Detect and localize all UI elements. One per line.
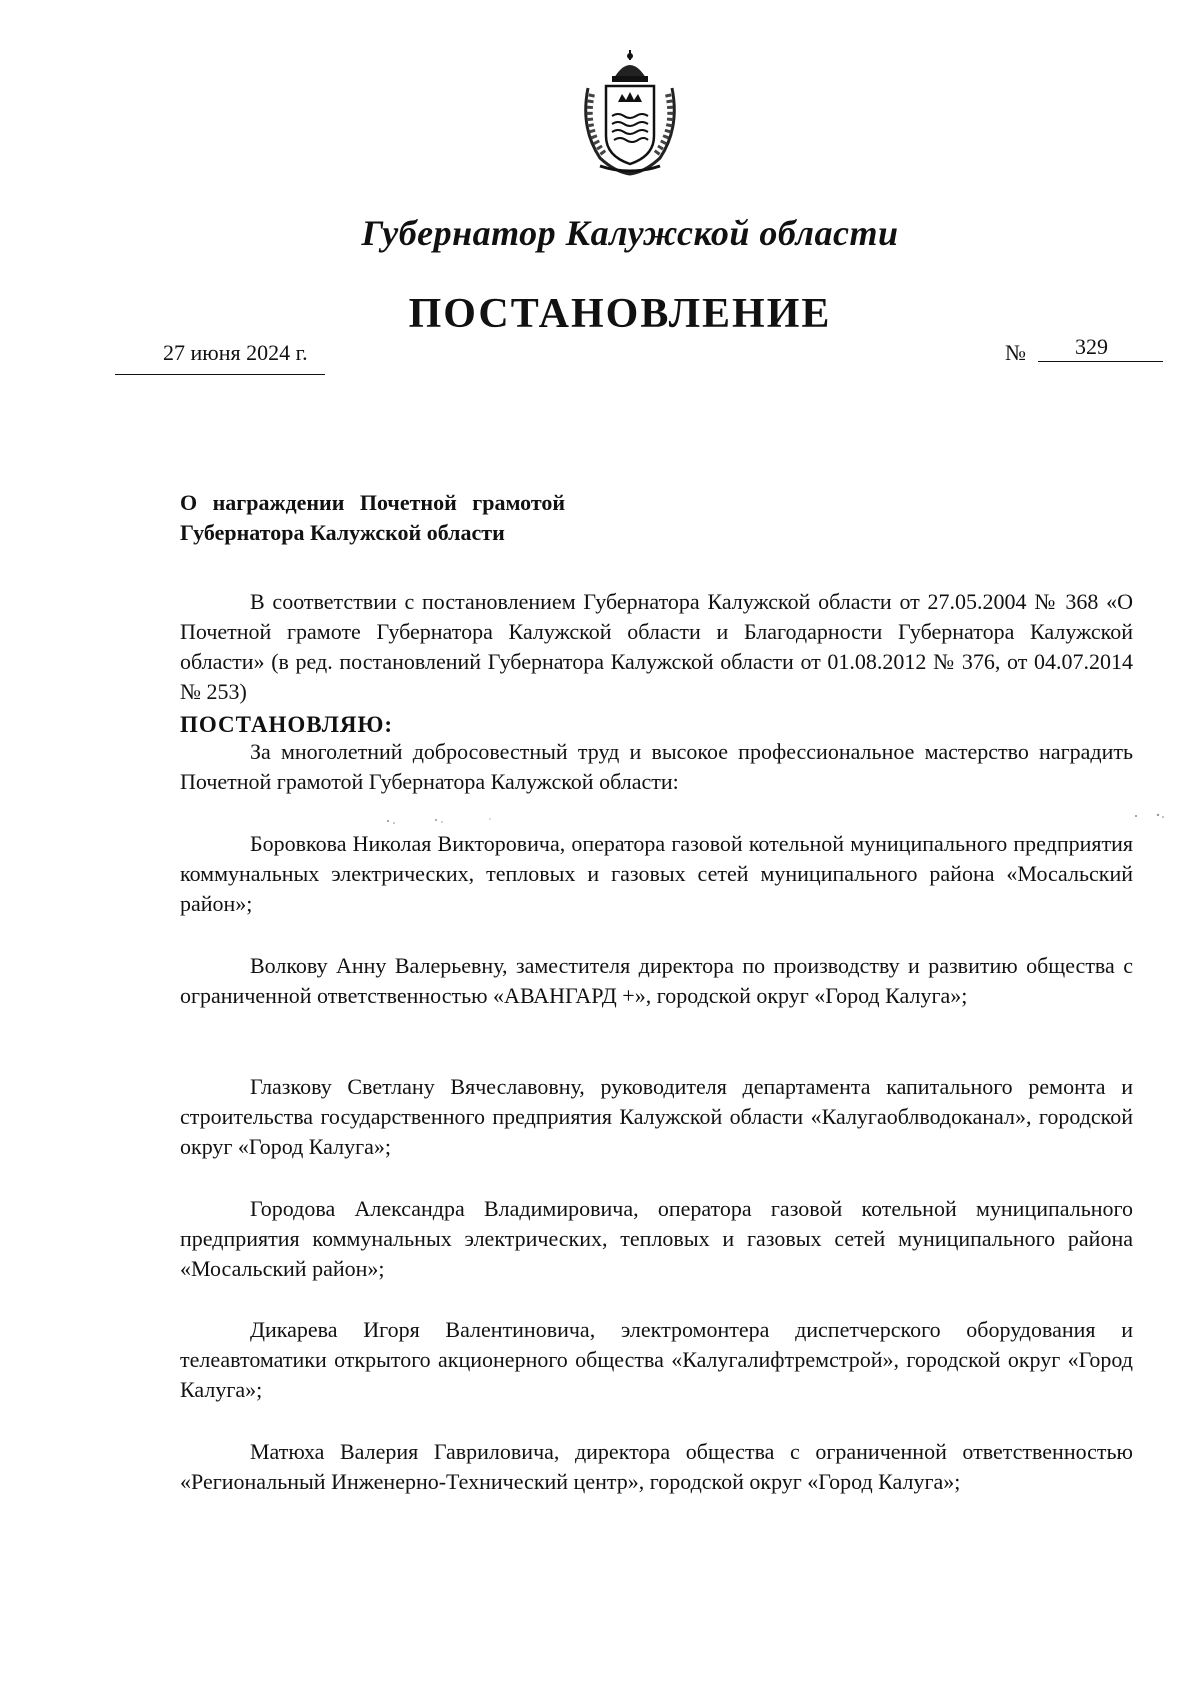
awardee-entry: Матюха Валерия Гавриловича, директора общества с ограниченной ответственностью «Региональный Инженерно-Технический центр», городской округ «Город Калуга»;	[180, 1439, 1133, 1494]
awardee-entry: Дикарева Игоря Валентиновича, электромонтера диспетчерского оборудования и телеавтоматики открытого акционерного общества «Калугалифтремстрой», городской округ «Город Калуга»;	[180, 1317, 1133, 1402]
decree-word: ПОСТАНОВЛЯЮ:	[180, 712, 394, 737]
scan-noise	[380, 816, 500, 828]
awardee-entry: Волкову Анну Валерьевну, заместителя директора по производству и развитию общества с ограниченной ответственностью «АВАНГАРД +», городской округ «Город Калуга»;	[180, 953, 1133, 1008]
issuer-title: Губернатор Калужской области	[361, 213, 899, 253]
awardee-entry: Боровкова Николая Викторовича, оператора газовой котельной муниципального предприятия коммунальных электрических, тепловых и газовых сетей муниципального района «Мосальский район»;	[180, 831, 1133, 916]
subject-line-1: О награждении Почетной грамотой	[180, 490, 566, 515]
number-underline	[1038, 361, 1163, 362]
awardee-entry: Городова Александра Владимировича, оператора газовой котельной муниципального предприятия коммунальных электрических, тепловых и газовых сетей муниципального района «Мосальский район»;	[180, 1196, 1133, 1281]
document-subject	[180, 488, 565, 548]
scan-noise	[1130, 810, 1170, 824]
document-date: 27 июня 2024 г.	[163, 340, 308, 365]
awardee-entry: Глазкову Светлану Вячеславовну, руководителя департамента капитального ремонта и строительства государственного предприятия Калужской области «Калугаоблводоканал», городской округ «Город Калуга»;	[180, 1074, 1133, 1159]
award-intro-paragraph: За многолетний добросовестный труд и высокое профессиональное мастерство наградить Почетной грамотой Губернатора Калужской области:	[180, 739, 1133, 794]
subject-line-2: Губернатора Калужской области	[180, 520, 505, 545]
number-label: №	[1005, 340, 1026, 365]
date-underline	[115, 374, 325, 375]
preamble-paragraph: В соответствии с постановлением Губернатора Калужской области от 27.05.2004 № 368 «О Почетной грамоте Губернатора Калужской области и Благодарности Губернатора Калужской области» (в ред. постановлений Губернатора Калужской области от 01.08.2012 № 376, от 04.07.2014 № 253)	[180, 589, 1133, 704]
document-type-title: ПОСТАНОВЛЕНИЕ	[408, 291, 832, 337]
coat-of-arms-icon	[570, 48, 690, 176]
document-number: 329	[1075, 334, 1108, 359]
